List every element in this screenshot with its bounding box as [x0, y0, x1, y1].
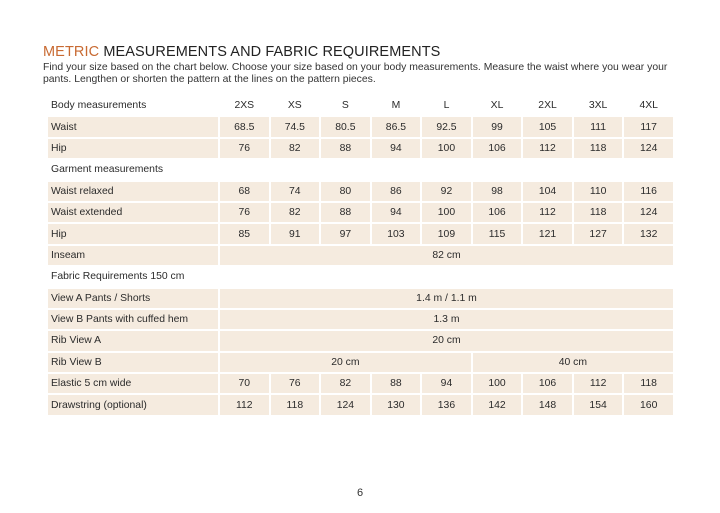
table-cell: 68	[220, 182, 269, 201]
table-cell: 97	[321, 224, 370, 243]
table-cell: 100	[422, 203, 471, 222]
table-row	[48, 117, 673, 136]
table-row	[48, 203, 673, 222]
table-cell: 118	[574, 203, 623, 222]
table-cell: 103	[372, 224, 421, 243]
table-cell: 86.5	[372, 117, 421, 136]
table-cell: 76	[271, 374, 320, 393]
table-cell: 74	[271, 182, 320, 201]
table-cell: 80	[321, 182, 370, 201]
table-cell: 70	[220, 374, 269, 393]
size-header: 2XL	[538, 100, 557, 112]
table-cell: 105	[523, 117, 572, 136]
fabric-requirements-header-row	[48, 267, 673, 286]
table-row	[48, 139, 673, 158]
size-header: M	[391, 100, 401, 112]
table-cell: 110	[574, 182, 623, 201]
row-label: Rib View B	[48, 353, 218, 372]
row-label: Inseam	[48, 246, 218, 265]
table-cell: 121	[523, 224, 572, 243]
table-cell: 99	[473, 117, 522, 136]
table-cell: 91	[271, 224, 320, 243]
table-cell: 112	[574, 374, 623, 393]
table-cell: 106	[473, 139, 522, 158]
garment-measurements-header-row	[48, 160, 673, 179]
table-cell: 115	[473, 224, 522, 243]
body-measurements-header-row	[48, 96, 673, 115]
table-cell: 100	[473, 374, 522, 393]
table-row	[48, 374, 673, 393]
table-row	[48, 224, 673, 243]
table-cell: 124	[321, 395, 370, 414]
table-row	[48, 353, 673, 372]
fabric-requirements-heading: Fabric Requirements 150 cm	[51, 271, 185, 283]
table-row	[48, 310, 673, 329]
table-cell: 112	[523, 139, 572, 158]
table-cell: 92	[422, 182, 471, 201]
size-header: 2XS	[234, 100, 255, 112]
table-cell: 118	[624, 374, 673, 393]
intro-text: Find your size based on the chart below. Choose your size based on your body measurements. Measure the waist where you wear your pants. Lengthen or shorten the pattern at the lines on the pattern pieces.	[43, 62, 668, 86]
page-number: 6	[356, 487, 364, 499]
table-row	[48, 182, 673, 201]
table-cell: 160	[624, 395, 673, 414]
table-cell: 106	[473, 203, 522, 222]
table-cell: 112	[220, 395, 269, 414]
table-cell: 117	[624, 117, 673, 136]
table-cell: 118	[574, 139, 623, 158]
size-header: 3XL	[588, 100, 608, 112]
table-cell: 88	[321, 139, 370, 158]
table-cell: 118	[271, 395, 320, 414]
table-cell: 20 cm	[220, 331, 673, 350]
row-label: Waist extended	[48, 203, 218, 222]
table-row	[48, 289, 673, 308]
table-cell: 98	[473, 182, 522, 201]
table-cell: 80.5	[321, 117, 370, 136]
table-row	[48, 395, 673, 414]
table-cell: 154	[574, 395, 623, 414]
size-header: XS	[287, 100, 302, 112]
table-cell: 124	[624, 139, 673, 158]
table-cell: 112	[523, 203, 572, 222]
row-label: View B Pants with cuffed hem	[48, 310, 218, 329]
size-header: L	[443, 100, 450, 112]
table-cell: 82	[271, 203, 320, 222]
table-cell: 74.5	[271, 117, 320, 136]
page-title	[43, 44, 440, 60]
table-cell: 1.4 m / 1.1 m	[220, 289, 673, 308]
garment-measurements-heading: Garment measurements	[51, 164, 164, 176]
table-cell: 130	[372, 395, 421, 414]
table-cell: 148	[523, 395, 572, 414]
row-label: Waist relaxed	[48, 182, 218, 201]
row-label: View A Pants / Shorts	[48, 289, 218, 308]
title-accent: METRIC	[43, 44, 100, 60]
table-cell: 127	[574, 224, 623, 243]
size-header: XL	[490, 100, 504, 112]
row-label: Rib View A	[48, 331, 218, 350]
table-cell: 82 cm	[220, 246, 673, 265]
row-label: Hip	[48, 139, 218, 158]
size-chart-table	[46, 94, 675, 417]
table-row	[48, 331, 673, 350]
row-label: Elastic 5 cm wide	[48, 374, 218, 393]
table-cell: 109	[422, 224, 471, 243]
table-cell: 94	[422, 374, 471, 393]
size-header: S	[341, 100, 349, 112]
table-cell: 132	[624, 224, 673, 243]
table-cell: 106	[523, 374, 572, 393]
table-cell: 76	[220, 139, 269, 158]
table-cell: 92.5	[422, 117, 471, 136]
row-label: Drawstring (optional)	[48, 395, 218, 414]
table-cell: 116	[624, 182, 673, 201]
table-cell: 124	[624, 203, 673, 222]
table-row	[48, 246, 673, 265]
table-cell: 20 cm	[220, 353, 471, 372]
table-cell: 82	[321, 374, 370, 393]
table-cell: 136	[422, 395, 471, 414]
table-cell: 68.5	[220, 117, 269, 136]
table-cell: 111	[574, 117, 623, 136]
table-cell: 1.3 m	[220, 310, 673, 329]
table-cell: 104	[523, 182, 572, 201]
table-cell: 94	[372, 203, 421, 222]
table-cell: 76	[220, 203, 269, 222]
table-cell: 86	[372, 182, 421, 201]
body-measurements-heading: Body measurements	[51, 100, 147, 112]
table-cell: 82	[271, 139, 320, 158]
table-cell: 88	[321, 203, 370, 222]
table-cell: 88	[372, 374, 421, 393]
title-rest: MEASUREMENTS AND FABRIC REQUIREMENTS	[99, 44, 441, 60]
size-header: 4XL	[639, 100, 658, 112]
table-cell: 85	[220, 224, 269, 243]
table-cell: 94	[372, 139, 421, 158]
table-cell: 40 cm	[473, 353, 673, 372]
row-label: Waist	[48, 117, 218, 136]
table-cell: 142	[473, 395, 522, 414]
table-cell: 100	[422, 139, 471, 158]
row-label: Hip	[48, 224, 218, 243]
